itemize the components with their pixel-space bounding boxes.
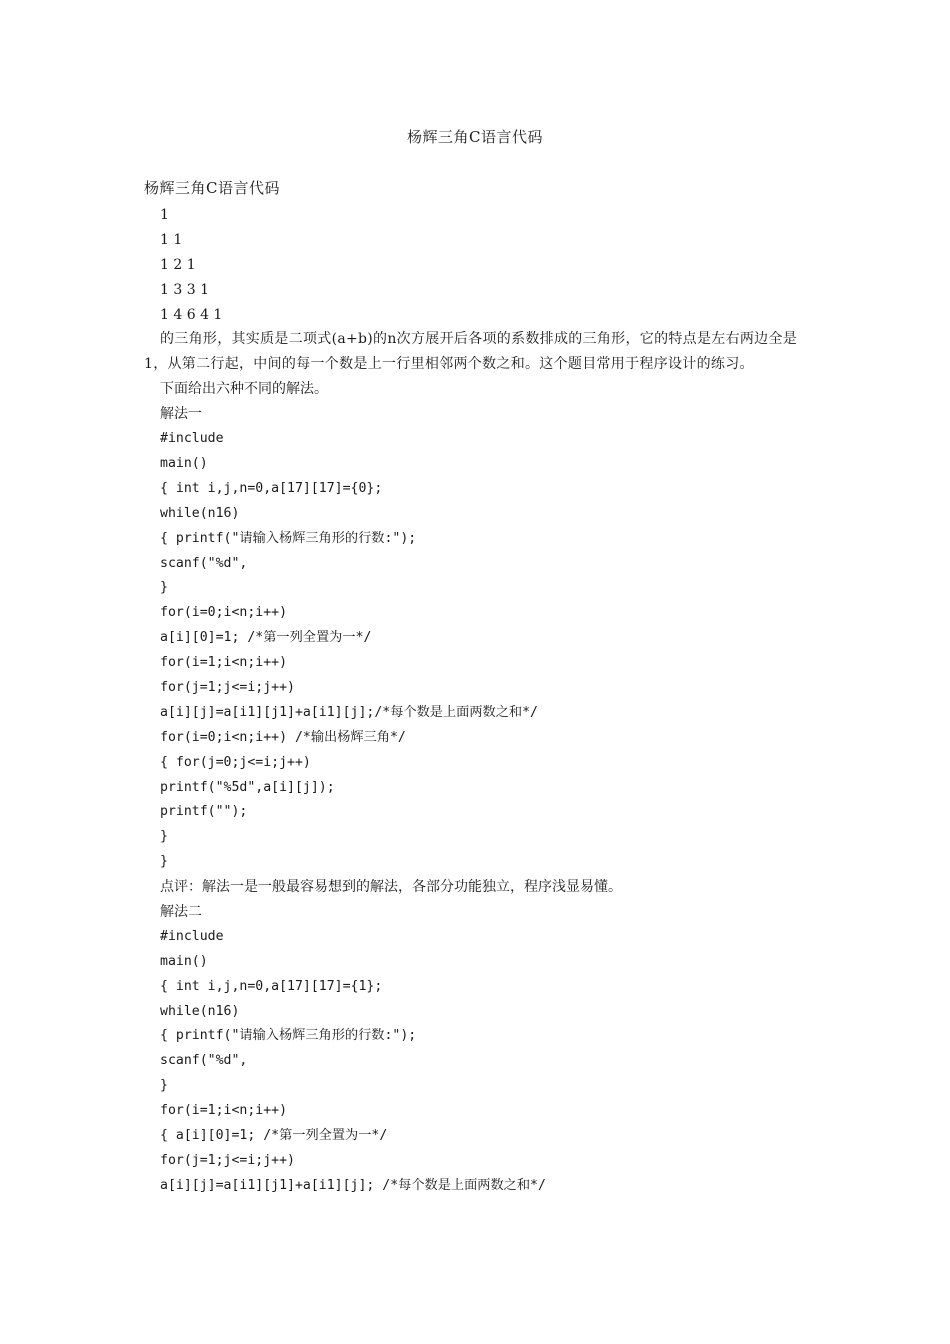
code-line: for(j=1;j<=i;j++) (160, 679, 295, 695)
code-line: while(n16) (160, 1003, 240, 1019)
code-line: a[i][0]=1; /*第一列全置为一*/ (160, 630, 372, 646)
code-line: } (160, 829, 168, 845)
code-line: printf("%5d",a[i][j]); (160, 779, 335, 795)
code-line: #include (160, 431, 224, 447)
code-line: { a[i][0]=1; /*第一列全置为一*/ (160, 1127, 388, 1143)
code-line: { int i,j,n=0,a[17][17]={1}; (160, 978, 383, 994)
code-line: for(j=1;j<=i;j++) (160, 1152, 295, 1168)
code-line: } (160, 580, 168, 596)
document-body (144, 178, 809, 1199)
method1-code (144, 427, 809, 875)
code-line: main() (160, 455, 208, 471)
code-line: { printf("请输入杨辉三角形的行数:"); (160, 1028, 417, 1044)
triangle-example (144, 203, 809, 327)
code-line: #include (160, 928, 224, 944)
code-line: for(i=1;i<n;i++) (160, 655, 288, 671)
code-line: for(i=0;i<n;i++) /*输出杨辉三角*/ (160, 729, 406, 745)
code-line: { for(j=0;j<=i;j++) (160, 754, 311, 770)
document-heading: 杨辉三角C语言代码 (144, 179, 280, 197)
code-line: for(i=0;i<n;i++) (160, 605, 288, 621)
triangle-row: 1 4 6 4 1 (160, 306, 223, 323)
code-line: while(n16) (160, 505, 240, 521)
triangle-row: 1 (160, 207, 169, 223)
triangle-row: 1 1 (160, 231, 183, 248)
code-line: for(i=1;i<n;i++) (160, 1103, 288, 1119)
code-line: } (160, 1078, 168, 1094)
method2-code (144, 925, 809, 1199)
code-line: { int i,j,n=0,a[17][17]={0}; (160, 480, 383, 496)
page-title: 杨辉三角C语言代码 (407, 128, 543, 146)
code-line: { printf("请输入杨辉三角形的行数:"); (160, 530, 417, 546)
code-line: printf(""); (160, 804, 248, 820)
method2-label: 解法二 (160, 903, 202, 920)
code-line: scanf("%d", (160, 555, 248, 571)
code-line: scanf("%d", (160, 1053, 248, 1069)
code-line: main() (160, 953, 208, 969)
code-line: } (160, 854, 168, 870)
code-line: a[i][j]=a[i1][j1]+a[i1][j]; /*每个数是上面两数之和*/ (160, 1177, 546, 1193)
method1-label: 解法一 (160, 406, 202, 423)
triangle-row: 1 3 3 1 (160, 281, 209, 298)
intro-paragraph: 的三角形，其实质是二项式(a+b)的n次方展开后各项的系数排成的三角形，它的特点是左右两边全是1，从第二行起，中间的每一个数是上一行里相邻两个数之和。这个题目常用于程序设计的练习。 (144, 331, 798, 373)
triangle-row: 1 2 1 (160, 256, 196, 273)
method1-comment: 点评：解法一是一般最容易想到的解法，各部分功能独立，程序浅显易懂。 (160, 879, 622, 896)
code-line: a[i][j]=a[i1][j1]+a[i1][j];/*每个数是上面两数之和*/ (160, 704, 538, 720)
six-methods-line: 下面给出六种不同的解法。 (160, 381, 328, 398)
